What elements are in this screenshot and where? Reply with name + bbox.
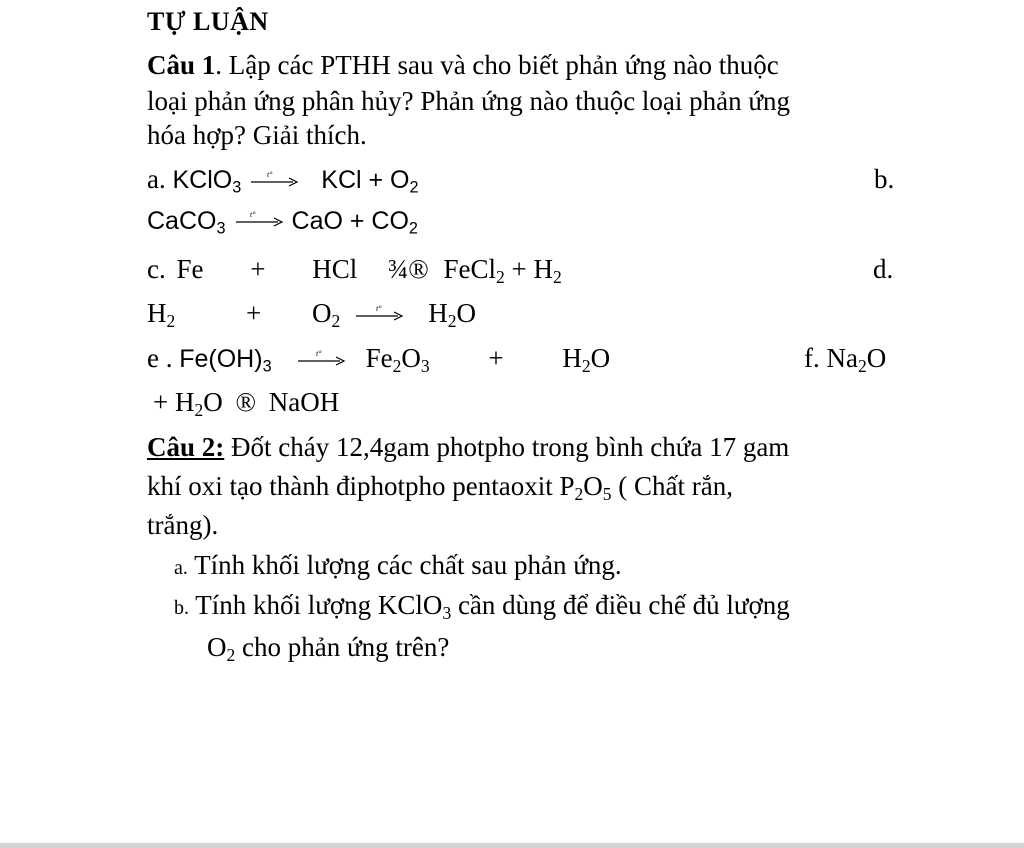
- eq-e-p2: $H_2O$: [562, 343, 611, 376]
- eq-b-reactant: CaCO$_3$: [147, 207, 226, 238]
- q1-line-1: [147, 52, 779, 79]
- eq-f-r1: $Na_2O$: [826, 343, 887, 376]
- q2-item-b: [174, 590, 790, 623]
- eq-e-label: e .: [147, 343, 173, 373]
- q2-item-a-text: Tính khối lượng các chất sau phản ứng.: [194, 550, 622, 580]
- eq-a-product: KCl + $O_2$: [321, 166, 419, 197]
- q2-text-3: trắng).: [147, 510, 219, 540]
- eq-f-label: f.: [804, 343, 820, 373]
- eq-c-plus: +: [250, 254, 266, 284]
- q1-label: Câu 1: [147, 50, 216, 80]
- equation-a: [147, 164, 419, 197]
- eq-a-label: a.: [147, 164, 166, 194]
- q1-text-1: . Lập các PTHH sau và cho biết phản ứng nào thuộc: [215, 50, 779, 80]
- eq-e-p1: $Fe_2O_3$: [365, 343, 430, 376]
- equation-f-start: [804, 343, 887, 376]
- q1-text-3: hóa hợp? Giải thích.: [147, 120, 367, 150]
- eq-a-reactant: KClO$_3$: [172, 166, 242, 197]
- arrow-label: t°: [267, 169, 273, 179]
- equation-c: [147, 254, 562, 287]
- eq-f-product: NaOH: [268, 387, 340, 417]
- eq-d-r2: $O_2$: [312, 298, 341, 331]
- arrow-label: t°: [315, 348, 322, 358]
- eq-b-label: b.: [874, 164, 895, 194]
- heat-arrow-icon: [354, 303, 404, 321]
- eq-c-symbol: ¾®: [387, 254, 429, 284]
- eq-d-r1: $H_2$: [147, 298, 176, 331]
- eq-d-plus: +: [246, 298, 262, 328]
- q2-item-b-marker: b.: [174, 597, 189, 619]
- q2-line-1: [147, 434, 789, 461]
- eq-f-r2: + $H_2O$: [153, 387, 223, 420]
- heat-arrow-icon: [296, 348, 346, 366]
- q2-item-b-cont: $O_2$ cho phản ứng trên?: [207, 632, 450, 665]
- q2-item-a-marker: a.: [174, 557, 188, 579]
- eq-c-r2: HCl: [312, 254, 358, 284]
- eq-e-plus: +: [488, 343, 504, 373]
- equation-e: [147, 343, 611, 376]
- q2-label: Câu 2:: [147, 432, 225, 462]
- bottom-divider: [0, 843, 1024, 848]
- q2-line-2: khí oxi tạo thành điphotpho pentaoxit $P_2O_5$ ( Chất rắn,: [147, 471, 733, 504]
- heat-arrow-icon: [234, 210, 284, 227]
- q2-item-a: [174, 552, 622, 579]
- q2-item-b-text: Tính khối lượng KClO$_3$ cần dùng để điều chế đủ lượng: [195, 590, 790, 623]
- eq-c-product: FeCl$_2$ + $H_2$: [443, 254, 562, 287]
- equation-b: [147, 207, 418, 238]
- arrow-label: t°: [376, 303, 382, 313]
- q1-text-2: loại phản ứng phân hủy? Phản ứng nào thuộc loại phản ứng: [147, 86, 791, 116]
- equation-d: [147, 298, 477, 331]
- eq-e-r1: $Fe(OH)_3$: [179, 345, 272, 376]
- q2-text-1: Đốt cháy 12,4gam photpho trong bình chứa 17 gam: [224, 432, 790, 462]
- eq-c-r1: Fe: [176, 254, 204, 284]
- eq-c-label: c.: [147, 254, 166, 284]
- arrow-label: t°: [249, 210, 255, 220]
- equation-f-cont: [153, 387, 340, 420]
- eq-d-label: d.: [873, 254, 894, 284]
- eq-d-product: $H_2O$: [428, 298, 477, 331]
- eq-f-symbol: ®: [235, 387, 257, 417]
- heat-arrow-icon: [249, 169, 299, 187]
- section-heading: TỰ LUẬN: [147, 7, 269, 36]
- eq-b-product: CaO + $CO_2$: [291, 207, 418, 238]
